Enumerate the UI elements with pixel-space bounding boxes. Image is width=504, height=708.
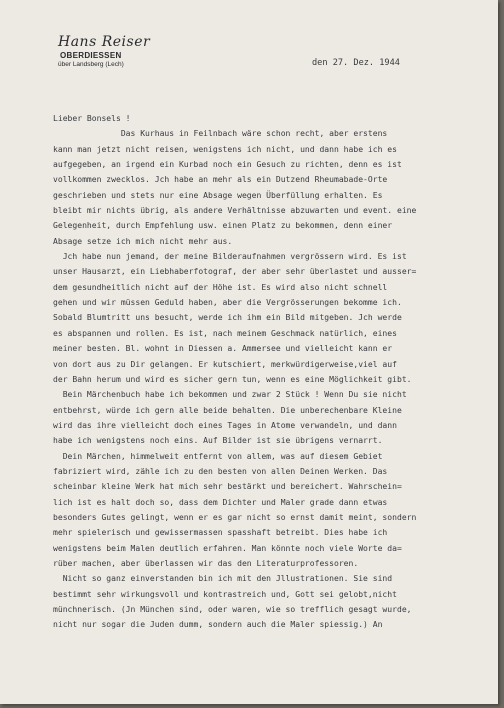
- letter-line: bleibt mir nichts übrig, als andere Verhältnisse abzuwarten und event. eine: [53, 206, 417, 216]
- letter-line: Sobald Blumtritt uns besucht, werde ich ihm ein Bild mitgeben. Jch werde: [53, 313, 402, 323]
- letter-line: der Bahn herum und wird es sicher gern tun, wenn es eine Möglichkeit gibt.: [53, 374, 412, 384]
- letter-line: scheinbar kleine Werk hat mich sehr bestärkt und bereichert. Wahrschein=: [53, 482, 402, 492]
- letter-line: wenigstens beim Malen deutlich erfahren. Man könnte noch viele Worte da=: [53, 543, 402, 553]
- letter-line: Das Kurhaus in Feilnbach wäre schon recht, aber erstens: [53, 129, 388, 139]
- letter-line: besonders Gutes gelingt, wenn er es gar nicht so ernst damit meint, sondern: [53, 512, 417, 522]
- letterhead-subline: über Landsberg (Lech): [58, 61, 124, 68]
- letter-line: mehr spielerisch und gewissermassen spasshaft betreibt. Dies habe ich: [53, 528, 388, 538]
- letter-line: lich ist es halt doch so, dass dem Dichter und Maler grade dann etwas: [53, 497, 388, 507]
- letter-line: aufgegeben, an irgend ein Kurbad noch ein Gesuch zu richten, denn es ist: [53, 160, 402, 170]
- letter-line: Dein Märchen, himmelweit entfernt von allem, was auf diesem Gebiet: [53, 451, 383, 461]
- letter-line: vollkommen zwecklos. Jch habe an mehr als ein Dutzend Rheumabade-Orte: [53, 175, 388, 185]
- letterhead-name: Hans Reiser: [58, 34, 151, 50]
- letter-line: dem gesundheitlich nicht auf der Höhe ist. Es wird also nicht schnell: [53, 282, 388, 292]
- letter-line: von dort aus zu Dir gelangen. Er kutschiert, merkwürdigerweise,viel auf: [53, 359, 397, 369]
- letter-line: kann man jetzt nicht reisen, wenigstens ich nicht, und dann habe ich es: [53, 144, 397, 154]
- letter-line: rüber machen, aber überlassen wir das den Literaturprofessoren.: [53, 558, 359, 568]
- letter-body: [53, 111, 499, 633]
- letter-line: unser Hausarzt, ein Liebhaberfotograf, der aber sehr überlastet und ausser=: [53, 267, 417, 277]
- letter-line: bestimmt sehr wirkungsvoll und kontrastreich und, Gott sei gelobt,nicht: [53, 589, 397, 599]
- letter-line: wird das ihre vielleicht doch eines Tages in Atome verwandeln, und dann: [53, 420, 397, 430]
- letter-line: Absage setze ich mich nicht mehr aus.: [53, 236, 233, 246]
- letter-line: meiner besten. Bl. wohnt in Diessen a. Ammersee und vielleicht kann er: [53, 344, 393, 354]
- letter-line: habe ich wenigstens noch eins. Auf Bilder ist sie übrigens vernarrt.: [53, 436, 383, 446]
- letterhead: [58, 34, 150, 68]
- letter-line: Nicht so ganz einverstanden bin ich mit den Jllustrationen. Sie sind: [53, 574, 393, 584]
- letter-line: nicht nur sogar die Juden dumm, sondern auch die Maler spiessig.) An: [53, 620, 383, 630]
- letter-line: Lieber Bonsels !: [53, 114, 131, 123]
- letter-line: münchnerisch. (Jn München sind, oder waren, wie so trefflich gesagt wurde,: [53, 605, 412, 614]
- letter-line: geschrieben und stets nur eine Absage wegen Überfüllung erhalten. Es: [53, 190, 383, 200]
- letter-line: entbehrst, würde ich gern alle beide behalten. Die unberechenbare Kleine: [53, 405, 402, 415]
- letter-line: Bein Märchenbuch habe ich bekommen und zwar 2 Stück ! Wenn Du sie nicht: [53, 390, 407, 400]
- letterhead-place: OBERDIESSEN: [60, 51, 122, 60]
- letter-line: Jch habe nun jemand, der meine Bilderaufnahmen vergrössern wird. Es ist: [53, 252, 407, 262]
- letter-line: gehen und wir müssen Geduld haben, aber die Vergrösserungen bekomme ich.: [53, 298, 402, 308]
- letter-line: es abspannen und rollen. Es ist, nach meinem Geschmack natürlich, eines: [53, 328, 397, 338]
- letter-date: den 27. Dez. 1944: [312, 58, 400, 68]
- letter-line: fabriziert wird, zähle ich zu den besten von allen Deinen Werken. Das: [53, 466, 388, 476]
- letter-line: Gelegenheit, durch Empfehlung usw. einen Platz zu bekommen, denn einer: [53, 221, 393, 231]
